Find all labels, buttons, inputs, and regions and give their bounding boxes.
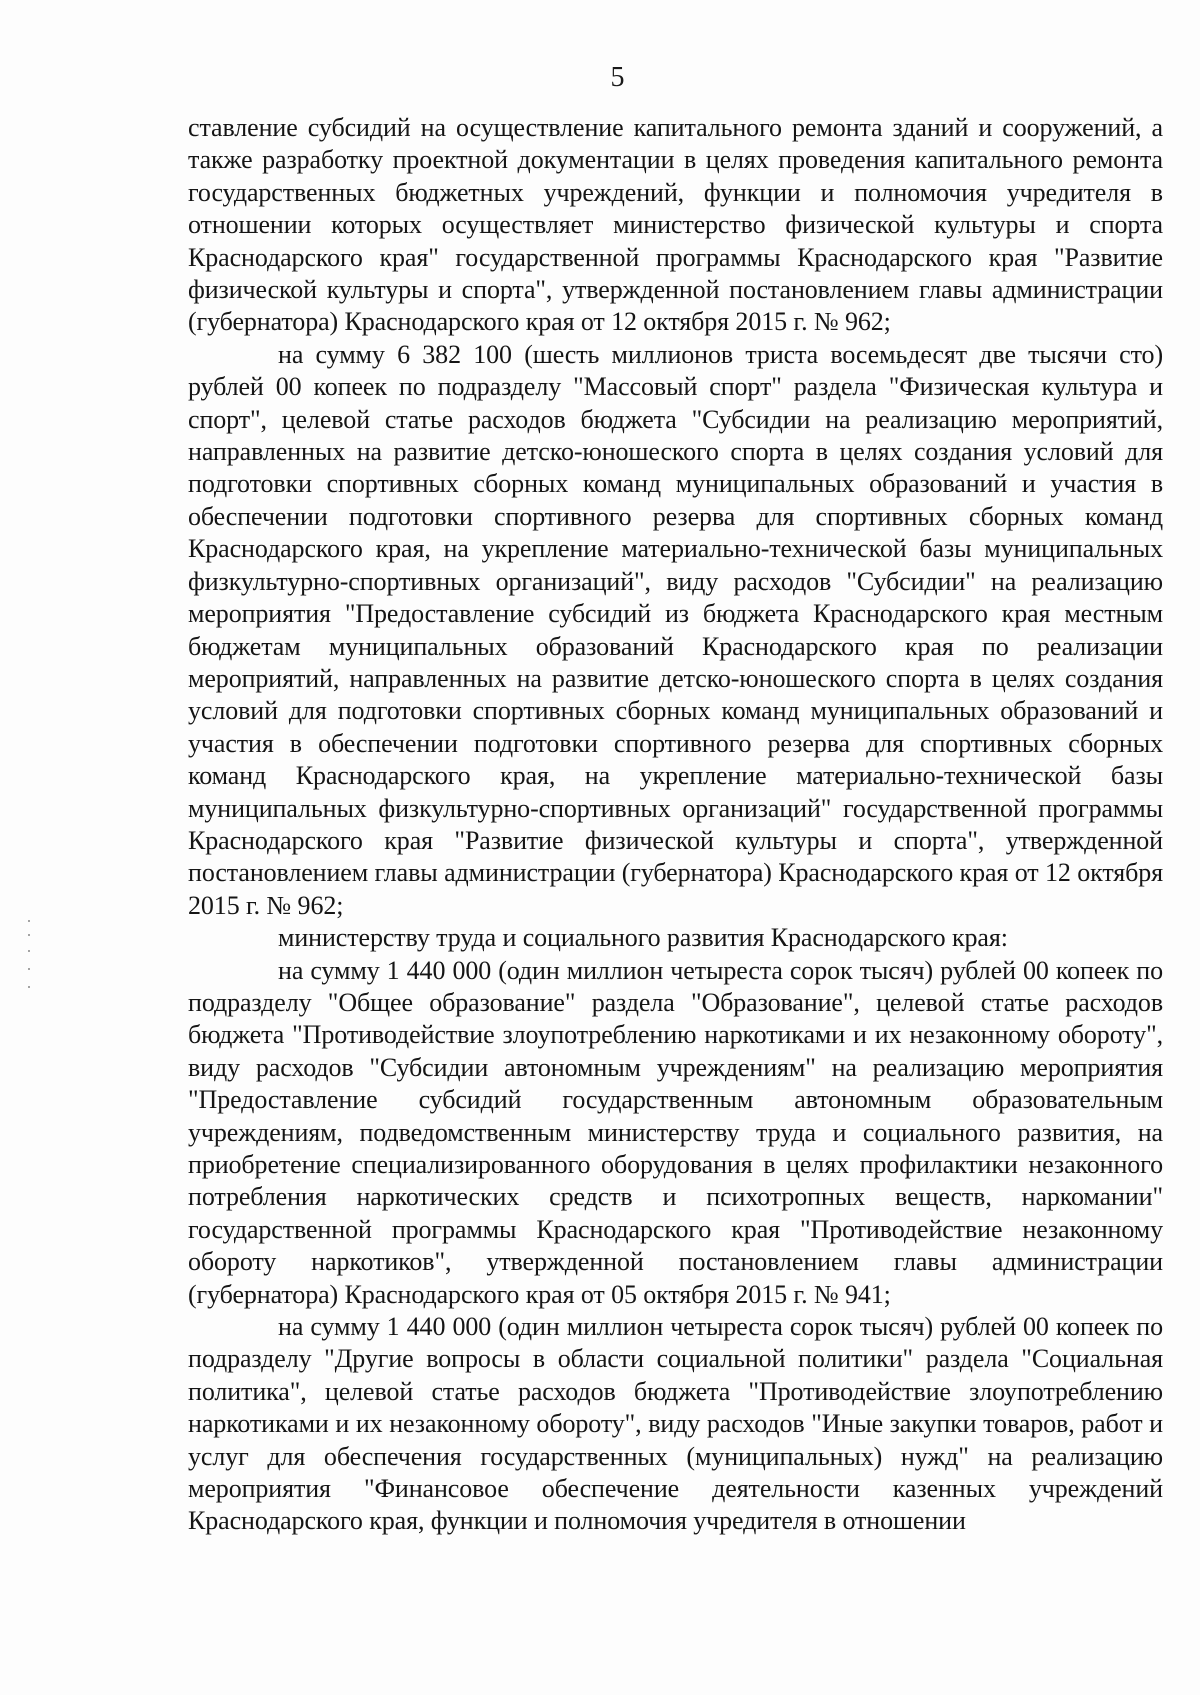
paragraph-social-policy-subsidy: на сумму 1 440 000 (один миллион четыреста сорок тысяч) рублей 00 копеек по подразделу "Другие вопросы в области социальной политики" раздела "Социальная политика", целевой статье расходов бюджета "Противодействие злоупотреблению наркотиками и их незаконному обороту", виду расходов "Иные закупки товаров, работ и услуг для обеспечения государственных (муниципальных) нужд" на реализацию мероприятия "Финансовое обеспечение деятельности казенных учреждений Краснодарского края, функции и полномочия учредителя в отношении — [188, 1312, 1163, 1536]
paragraph-sport-subsidy: на сумму 6 382 100 (шесть миллионов триста восемьдесят две тысячи сто) рублей 00 копеек по подразделу "Массовый спорт" раздела "Физическая культура и спорт", целевой статье расходов бюджета "Субсидии на реализацию мероприятий, направленных на развитие детско-юношеского спорта в целях создания условий для подготовки спортивных сборных команд муниципальных образований и участия в обеспечении подготовки спортивного резерва для спортивных сборных команд Краснодарского края, на укрепление материально-технической базы муниципальных физкультурно-спортивных организаций", виду расходов "Субсидии" на реализацию мероприятия "Предоставление субсидий из бюджета Краснодарского края местным бюджетам муниципальных образований Краснодарского края по реализации мероприятий, направленных на развитие детско-юношеского спорта в целях создания условий для подготовки спортивных сборных команд муниципальных образований и участия в обеспечении подготовки спортивного резерва для спортивных сборных команд Краснодарского края, на укрепление материально-технической базы муниципальных физкультурно-спортивных организаций" государственной программы Краснодарского края "Развитие физической культуры и спорта", утвержденной постановлением главы администрации (губернатора) Краснодарского края от 12 октября 2015 г. № 962; — [188, 339, 1163, 920]
paragraph-ministry-heading: министерству труда и социального развития Краснодарского края: — [278, 923, 1008, 953]
document-body — [188, 112, 1163, 1538]
paragraph-education-subsidy: на сумму 1 440 000 (один миллион четыреста сорок тысяч) рублей 00 копеек по подразделу "Общее образование" раздела "Образование", целевой статье расходов бюджета "Противодействие злоупотреблению наркотиками и их незаконному обороту", виду расходов "Субсидии автономным учреждениям" на реализацию мероприятия "Предоставление субсидий государственным автономным образовательным учреждениям, подведомственным министерству труда и социального развития, на приобретение специализированного оборудования в целях профилактики незаконного потребления наркотических средств и психотропных веществ, наркомании" государственной программы Краснодарского края "Противодействие незаконному обороту наркотиков", утвержденной постановлением главы администрации (губернатора) Краснодарского края от 05 октября 2015 г. № 941; — [188, 955, 1163, 1309]
paragraph-continuation: ставление субсидий на осуществление капитального ремонта зданий и сооружений, а также разработку проектной документации в целях проведения капитального ремонта государственных бюджетных учреждений, функции и полномочия учредителя в отношении которых осуществляет министерство физической культуры и спорта Краснодарского края" государственной программы Краснодарского края "Развитие физической культуры и спорта", утвержденной постановлением главы администрации (губернатора) Краснодарского края от 12 октября 2015 г. № 962; — [188, 113, 1163, 337]
page-number: 5 — [610, 62, 625, 93]
margin-scan-marks — [28, 920, 34, 1000]
